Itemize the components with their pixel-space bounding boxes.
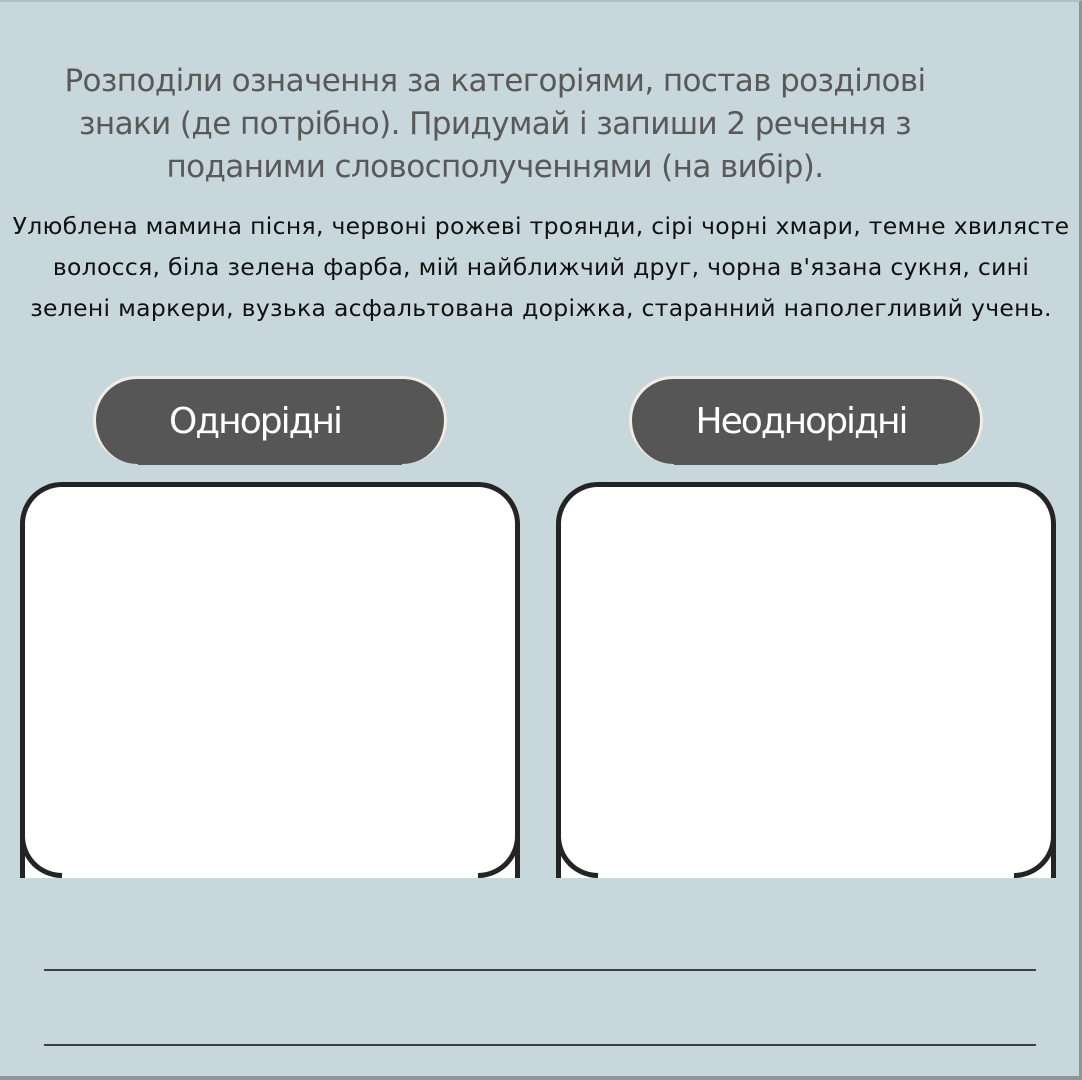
task-title-line-2: знаки (де потрібно). Придумай і запиши 2 речення з bbox=[79, 106, 911, 142]
box-corner-bottom-left bbox=[556, 836, 598, 878]
box-corner-bottom-right bbox=[1014, 836, 1056, 878]
category-label-homogeneous-text: Однорідні bbox=[168, 401, 342, 442]
box-corner-bottom-left bbox=[20, 836, 62, 878]
task-instructions bbox=[20, 60, 970, 189]
drop-zone-homogeneous[interactable] bbox=[20, 482, 520, 878]
task-title-line-1: Розподіли означення за категоріями, постав розділові bbox=[64, 63, 926, 99]
category-label-heterogeneous bbox=[629, 376, 983, 464]
category-label-heterogeneous-text: Неоднорідні bbox=[695, 401, 907, 442]
answer-line-2[interactable] bbox=[44, 1044, 1036, 1046]
category-label-homogeneous bbox=[93, 376, 447, 464]
task-title-line-3: поданими словосполученнями (на вибір). bbox=[166, 149, 824, 185]
answer-line-1[interactable] bbox=[44, 969, 1036, 971]
drop-zone-heterogeneous[interactable] bbox=[556, 482, 1056, 878]
box-corner-bottom-right bbox=[478, 836, 520, 878]
phrases-list: Улюблена мамина пісня, червоні рожеві троянди, сірі чорні хмари, темне хвилясте волосся, біла зелена фарба, мій найближчий друг, чорна в'язана сукня, сині зелені маркери, вузька асфальтована доріжка, старанний наполегливий учень. bbox=[12, 212, 1070, 322]
